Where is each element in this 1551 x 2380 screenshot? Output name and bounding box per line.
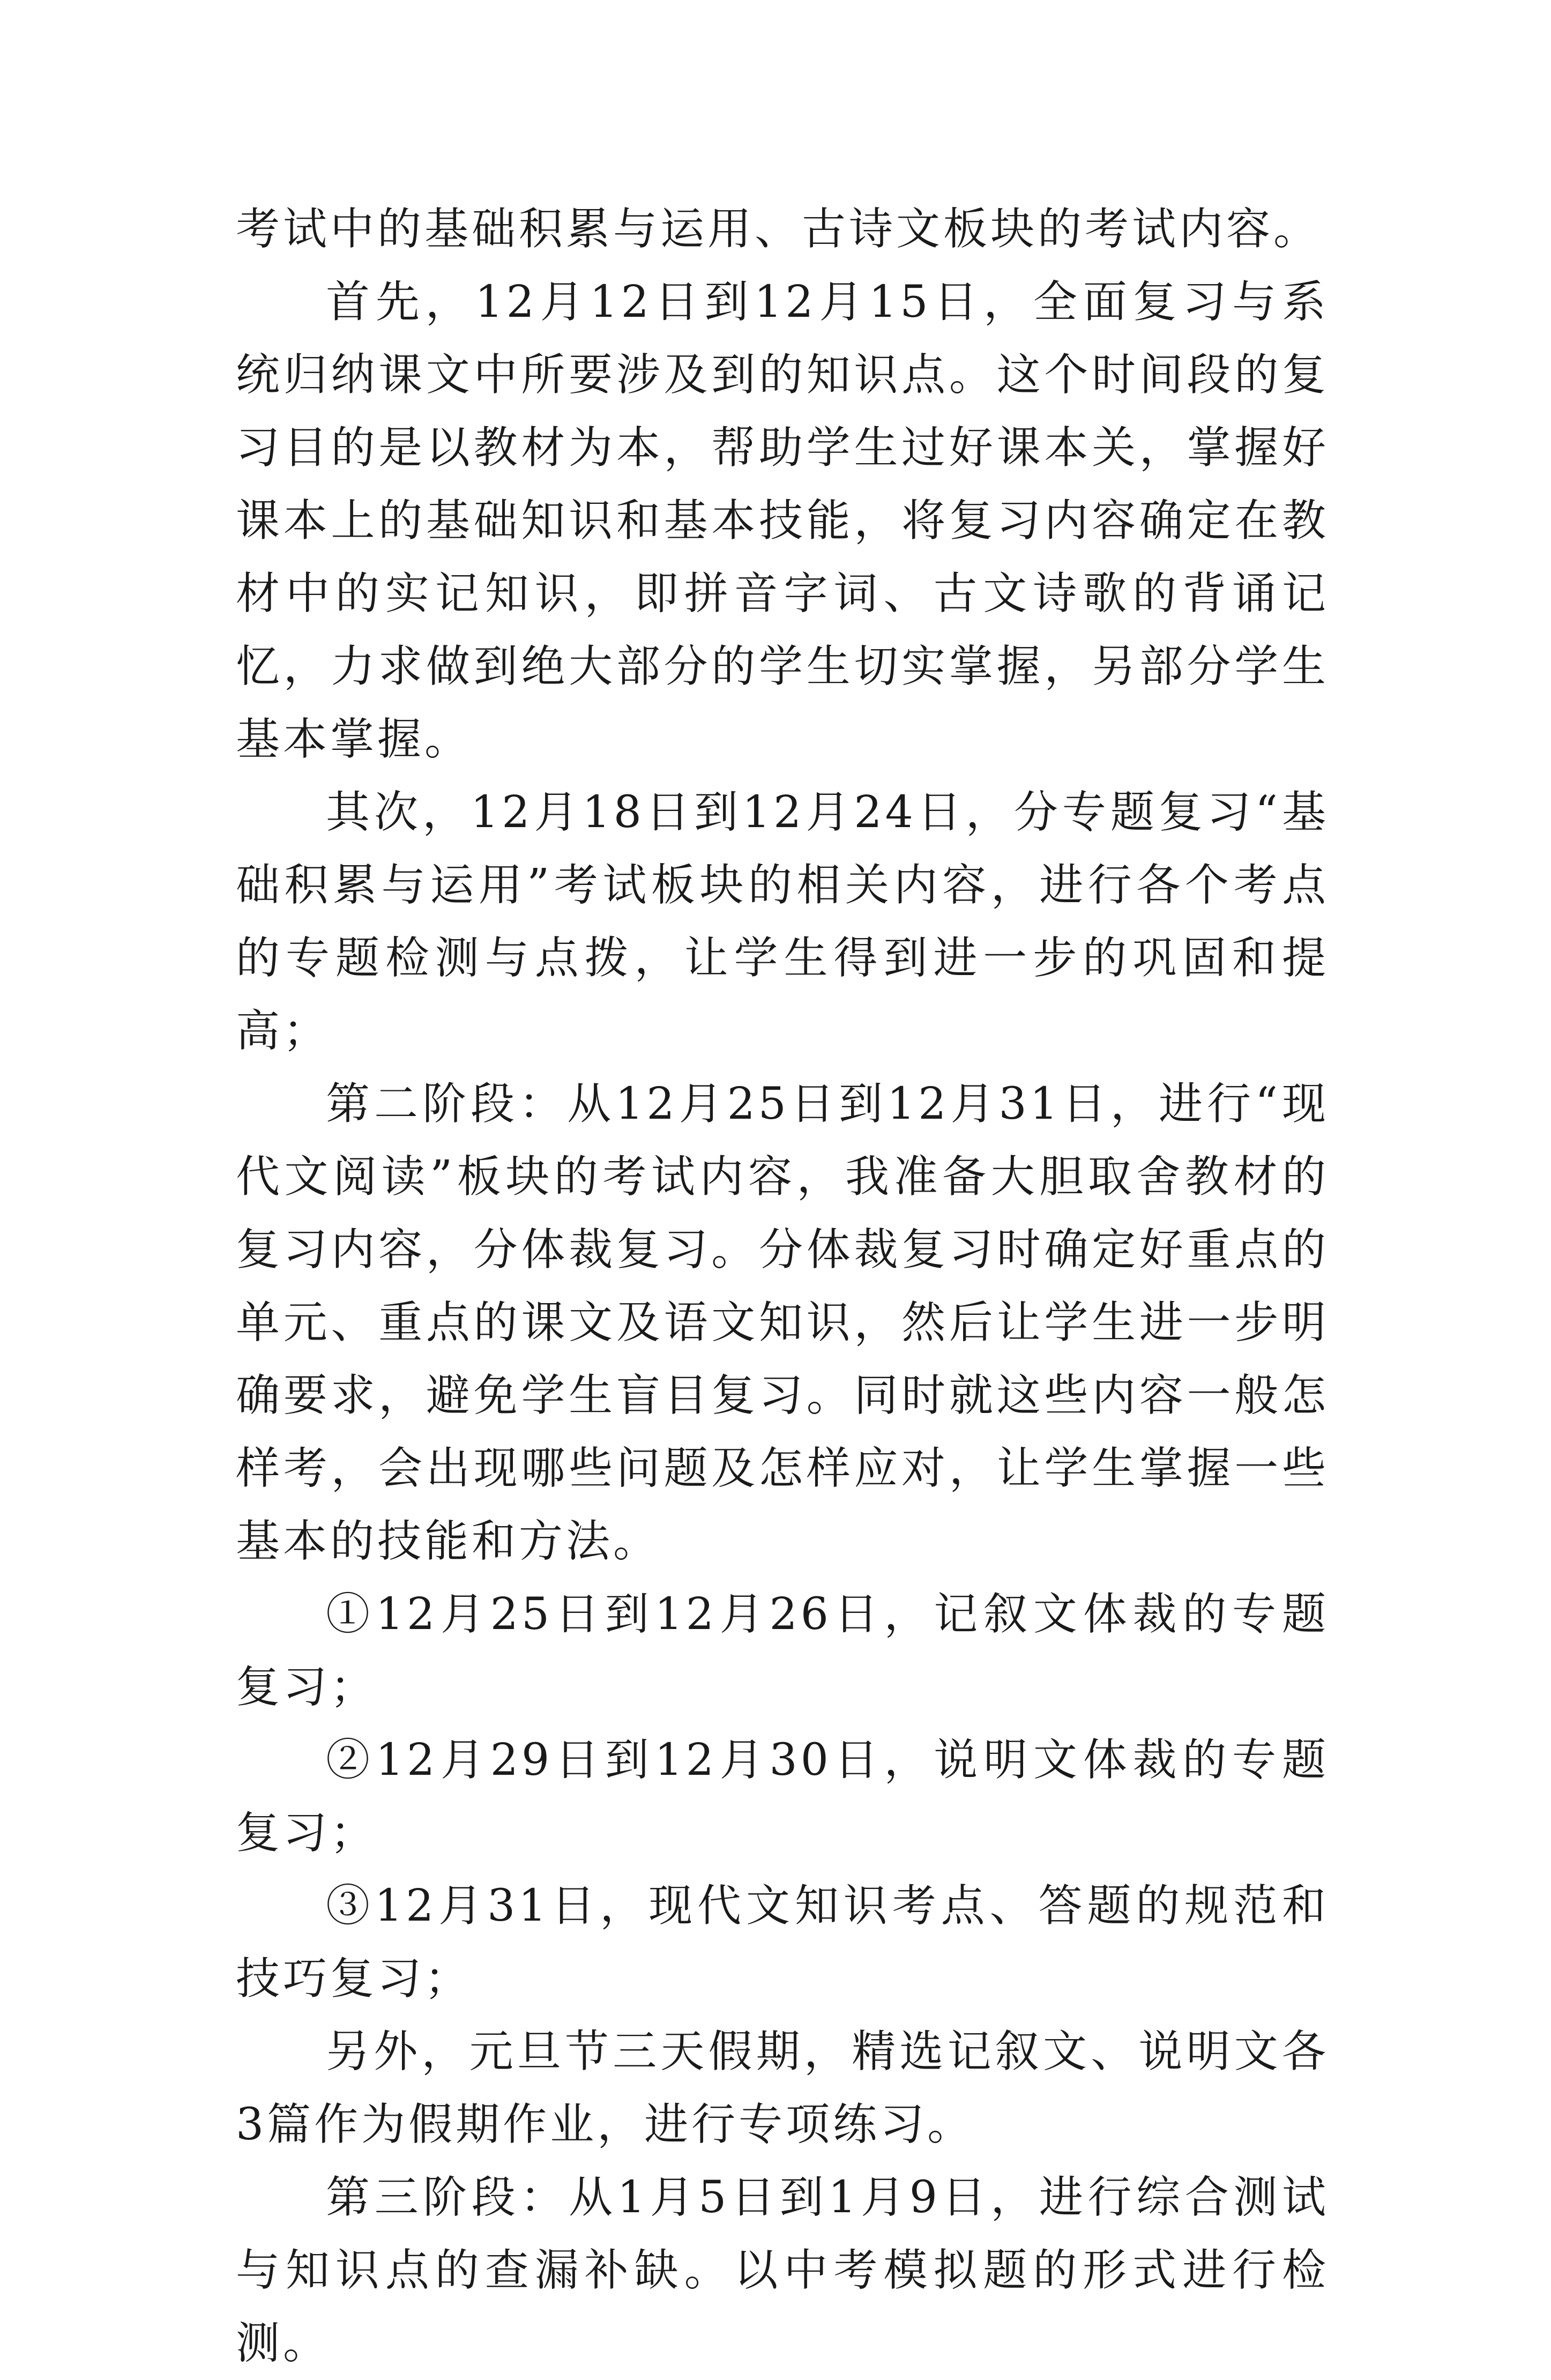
paragraph-stage-two: 第二阶段：从12月25日到12月31日，进行“现代文阅读”板块的考试内容，我准备大胆取舍教材的复习内容，分体裁复习。分体裁复习时确定好重点的单元、重点的课文及语文知识，然后让学生进一步明确要求，避免学生盲目复习。同时就这些内容一般怎样考，会出现哪些问题及怎样应对，让学生掌握一些基本的技能和方法。 [236, 1079, 1329, 1567]
document-body [236, 193, 1329, 2380]
paragraph-holiday-homework: 另外，元旦节三天假期，精选记叙文、说明文各3篇作为假期作业，进行专项练习。 [236, 2026, 1329, 2150]
paragraph-first-review: 首先，12月12日到12月15日，全面复习与系统归纳课文中所要涉及到的知识点。这个时间段的复习目的是以教材为本，帮助学生过好课本关，掌握好课本上的基础知识和基本技能，将复习内容确定在教材中的实记知识，即拼音字词、古文诗歌的背诵记忆，力求做到绝大部分的学生切实掌握，另部分学生基本掌握。 [236, 277, 1329, 765]
paragraph-second-review: 其次，12月18日到12月24日，分专题复习“基础积累与运用”考试板块的相关内容，进行各个考点的专题检测与点拨，让学生得到进一步的巩固和提高； [236, 787, 1329, 1057]
paragraph-stage-three: 第三阶段：从1月5日到1月9日，进行综合测试与知识点的查漏补缺。以中考模拟题的形式进行检测。 [236, 2172, 1329, 2369]
paragraph-continued: 考试中的基础积累与运用、古诗文板块的考试内容。 [236, 204, 1321, 255]
list-item-narrative: ①12月25日到12月26日，记叙文体裁的专题复习； [236, 1589, 1329, 1713]
list-item-modern-text: ③12月31日，现代文知识考点、答题的规范和技巧复习； [236, 1880, 1329, 2004]
list-item-expository: ②12月29日到12月30日，说明文体裁的专题复习； [236, 1735, 1329, 1858]
